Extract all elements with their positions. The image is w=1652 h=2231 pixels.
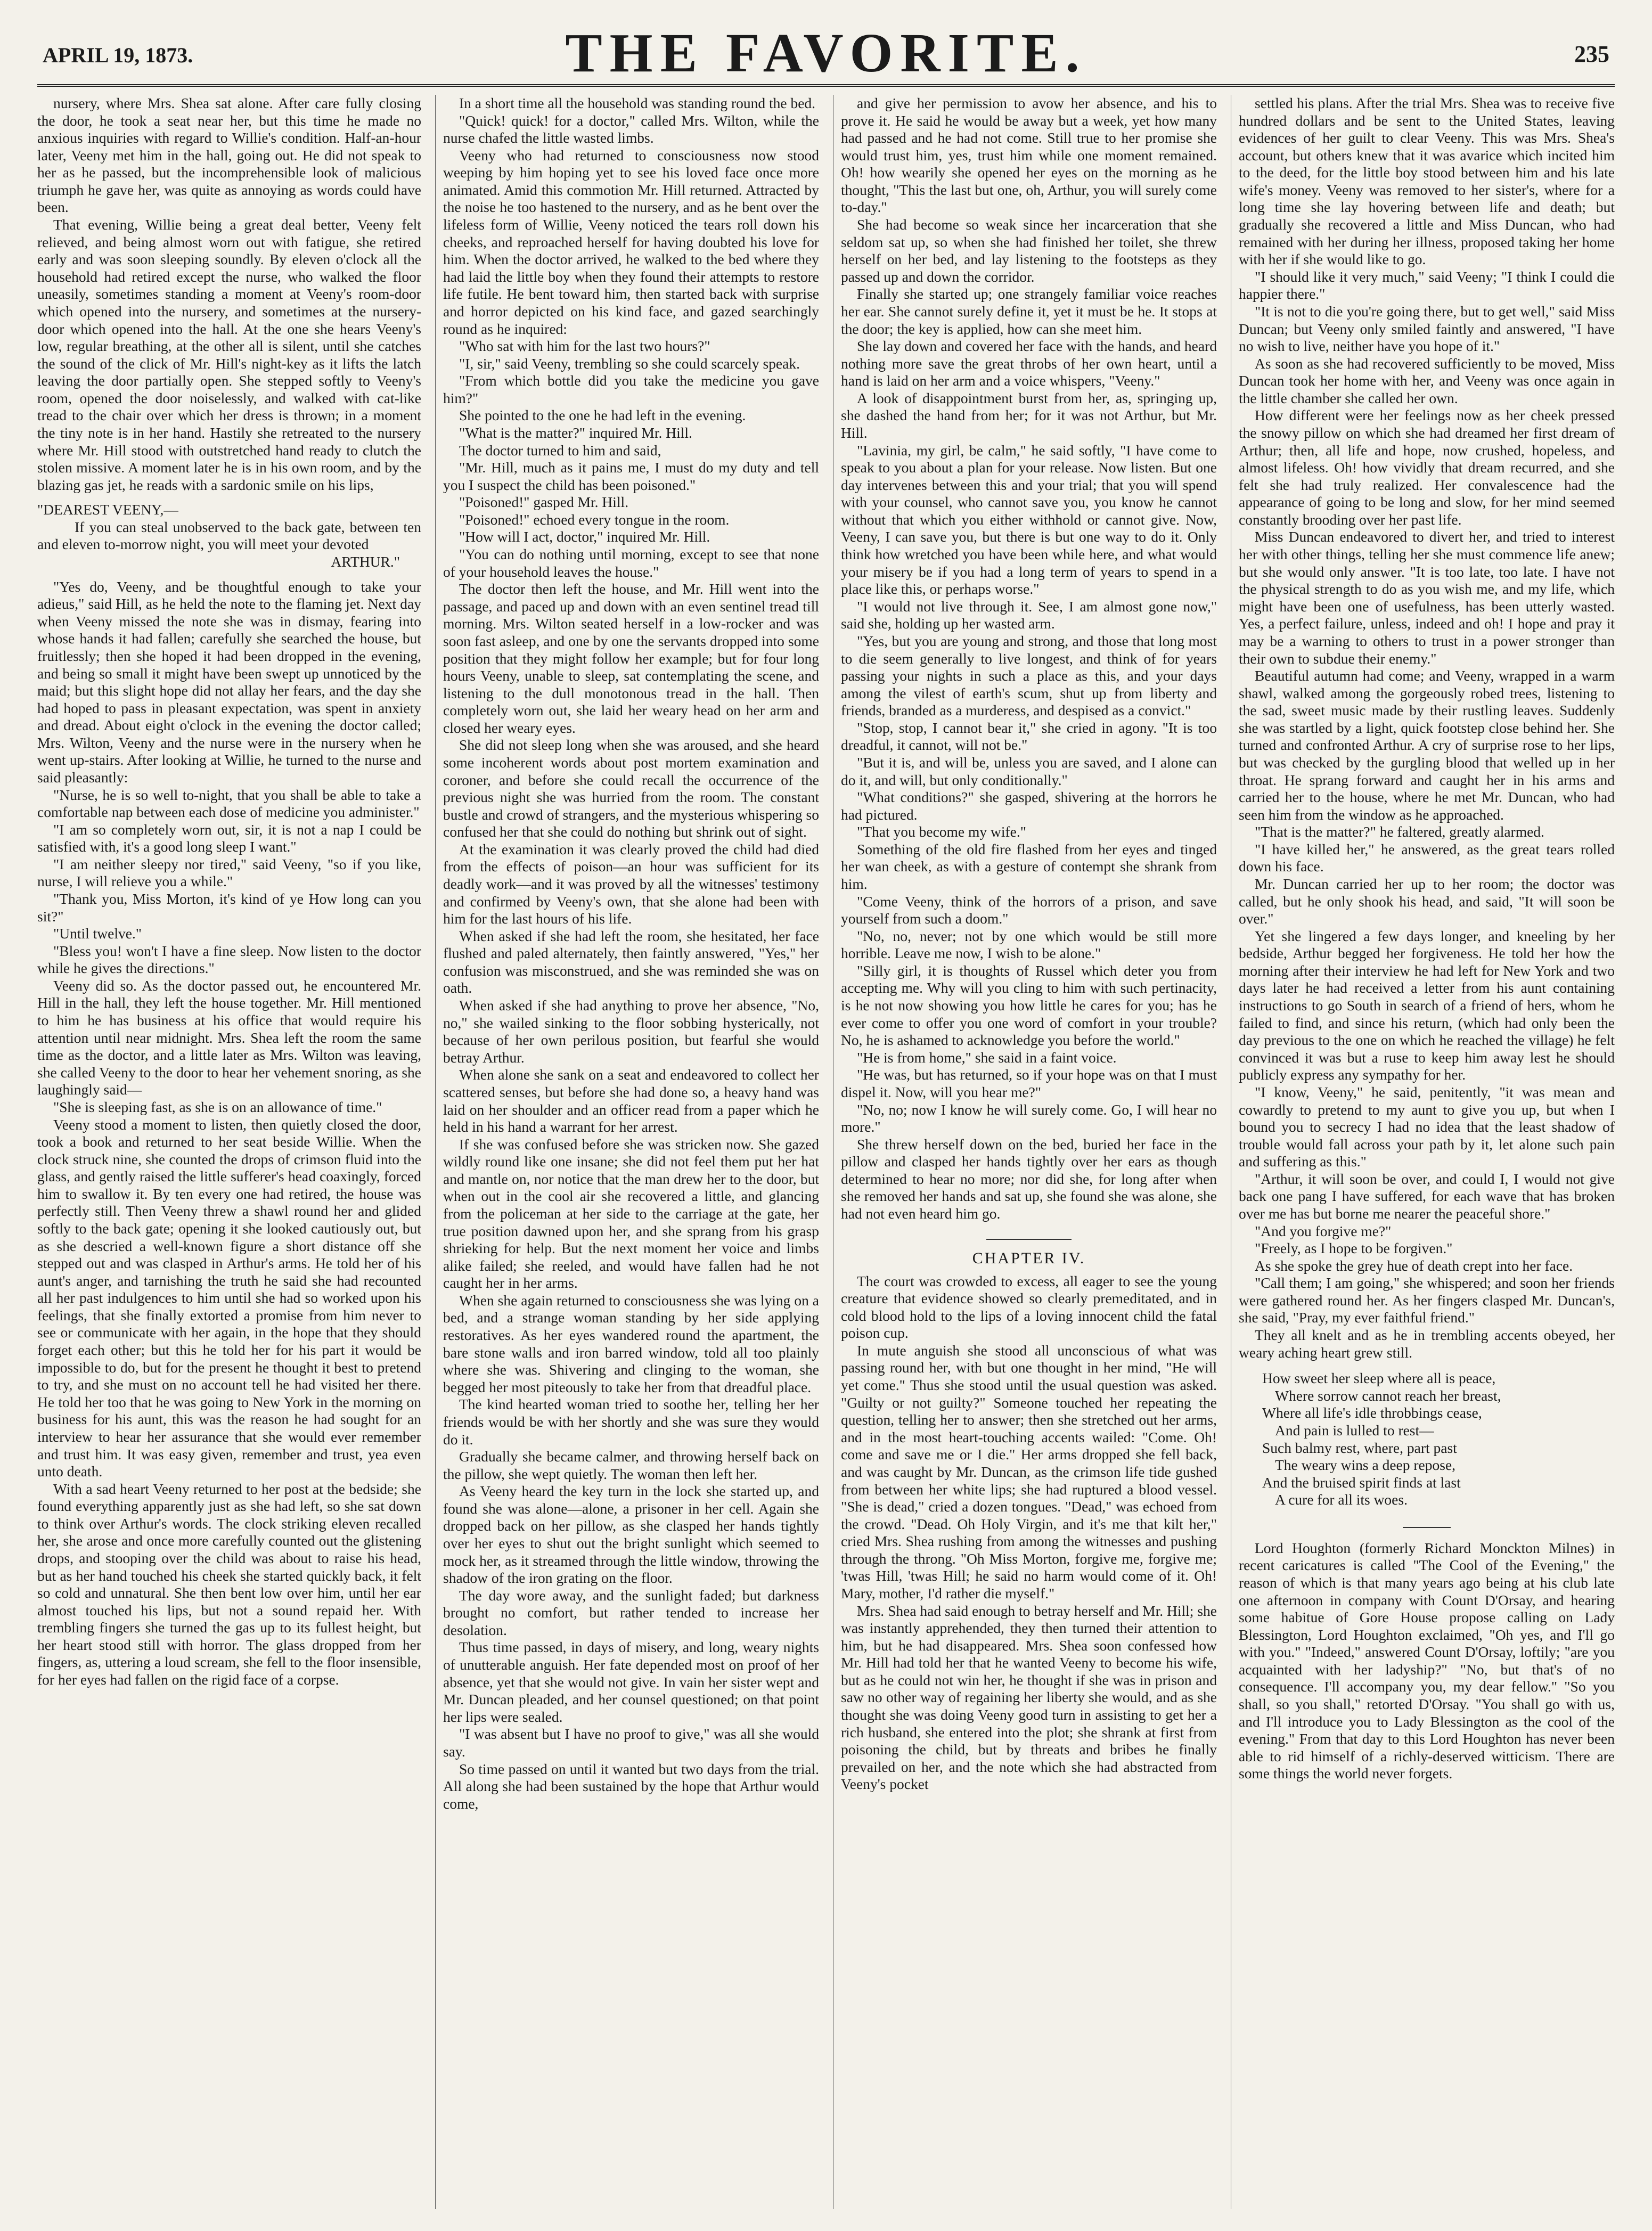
paragraph: When she again returned to consciousness she was lying on a bed, and a strange woman standing by her side applying restoratives. As her eyes wandered round the apartment, the bare stone walls and iron barred window, told all too plainly where she was. Shivering and clinging to the woman, she begged her most piteously to take her from that dreadful place. [443,1292,819,1395]
paragraph: "What is the matter?" inquired Mr. Hill. [459,424,692,441]
paragraph: "Bless you! won't I have a fine sleep. Now listen to the doctor while he gives the directions." [37,942,421,977]
paragraph: Thus time passed, in days of misery, and long, weary nights of unutterable anguish. Her fate depended most on proof of her absence, yet that she would not give. In vain her sister wept and Mr. Duncan pleaded, and her counsel questioned; on that point her lips were sealed. [443,1639,819,1725]
paragraph: She lay down and covered her face with the hands, and heard nothing more save the great throbs of her own heart, until a hand is laid on her arm and a voice whispers, "Veeny." [841,338,1217,389]
column-4-paragraphs [1239,95,1615,1361]
paragraph: Yet she lingered a few days longer, and kneeling by her bedside, Arthur begged her forgiveness. He told her how the morning after their interview he had left for New York and two days later he had received a letter from his aunt containing instructions to go South in search of a friend of hers, whom he failed to find, and since his return, (which had only been the day previous to the one on which he reached the village) he felt convinced it was but a ruse to keep him away lest he should publicly express any sympathy for her. [1239,927,1615,1083]
column-3 [833,95,1217,2209]
column-4 [1231,95,1615,2209]
letter [37,501,421,570]
poem-line: Where all life's idle throbbings cease, [1262,1404,1482,1421]
paragraph: As soon as she had recovered sufficiently to be moved, Miss Duncan took her home with her, and Veeny was once again in the little chamber she called her own. [1239,355,1615,406]
paragraph: Finally she started up; one strangely familiar voice reaches her ear. She cannot surely define it, yet it must be he. It stops at the door; the key is applied, how can she meet him. [841,285,1217,337]
paragraph: "Come Veeny, think of the horrors of a prison, and save yourself from such a doom." [841,893,1217,927]
paragraph: She had become so weak since her incarceration that she seldom sat up, so when she had finished her toilet, she threw herself on her bed, and lay listening to the footsteps as they passed up and down the corridor. [841,216,1217,285]
column-3-paragraphs [841,95,1217,1223]
paragraph: With a sad heart Veeny returned to her post at the bedside; she found everything apparently just as she had left, so she sat down to think over Arthur's words. The clock striking eleven recalled her, she arose and once more carefully counted out the glistening drops, and stooping over the child was about to raise his head, but as her hand touched his cheek she started quickly back, it felt so cold and unnatural. She then bent low over him, until her ear almost touched his lips, but not a sound repaid her. With trembling fingers she turned the gas up to its fullest height, but her heart stood still with horror. The glass dropped from her fingers, as, uttering a loud scream, she fell to the floor insensible, for her eyes had fallen on the rigid face of a corpse. [37,1480,421,1688]
closing-poem [1262,1370,1615,1509]
paragraph: "You can do nothing until morning, except to see that none of your household leaves the house." [443,546,819,580]
paragraph: She did not sleep long when she was aroused, and she heard some incoherent words about post mortem examination and coroner, and before she could recall the occurrence of the previous night she was hurried from the room. The constant bustle and crowd of strangers, and the mysterious whispering so confused her that she could do nothing but shrink out of sight. [443,737,819,840]
paragraph: and give her permission to avow her absence, and his to prove it. He said he would be away but a week, yet how many had passed and he had not come. Still true to her promise she would trust him, yes, trust him while one moment remained. Oh! how wearily she opened her eyes on the morning as he thought, "This the last but one, oh, Arthur, you will surely come to-day." [841,95,1217,216]
paragraph: "I would not live through it. See, I am almost gone now," said she, holding up her wasted arm. [841,598,1217,632]
paragraph: At the examination it was clearly proved the child had died from the effects of poison—an hour was sufficient for its deadly work—and it was proved by all the witnesses' testimony and confirmed by Veeny's own, that she alone had been with him for the last hours of his life. [443,840,819,927]
paragraph: She threw herself down on the bed, buried her face in the pillow and clasped her hands tightly over her ears as though determined to hear no more; nor did she, for long after when she removed her hands and sat up, she found she was alone, she had not even heard him go. [841,1135,1217,1222]
paragraph: The doctor turned to him and said, [459,442,661,459]
paragraph: "That you become my wife." [857,823,1026,840]
anecdote-paragraphs [1239,1540,1615,1783]
paragraph: She pointed to the one he had left in the evening. [459,407,746,424]
poem-line: Such balmy rest, where, part past [1262,1439,1457,1456]
paragraph: When asked if she had anything to prove her absence, "No, no," she wailed sinking to the floor sobbing hysterically, not because of her own perilous position, but fearful she would betray Arthur. [443,997,819,1066]
paragraph: "Yes, but you are young and strong, and those that long most to die seem generally to live longest, and think of for years passing your nights in such a place as this, and your days among the vilest of earth's scum, shut up from liberty and friends, branded as a murderess, and despised as a convict." [841,632,1217,719]
paragraph: "How will I act, doctor," inquired Mr. Hill. [459,528,710,545]
article-columns [37,95,1615,2209]
column-3-chapter-paragraphs [841,1273,1217,1793]
newspaper-title: THE FAVORITE. [565,22,1087,84]
paragraph: "From which bottle did you take the medicine you gave him?" [443,372,819,406]
paragraph: Mr. Duncan carried her up to her room; the doctor was called, but he only shook his head, and said, "It will soon be over." [1239,876,1615,927]
paragraph: How different were her feelings now as her cheek pressed the snowy pillow on which she had dreamed her first dream of Arthur; then, all life and hope, now crushed, hopeless, and almost lifeless. Oh! how vividly that dream recurred, and she felt she had truly realized. Her convalescence had the appearance of going to be long and slow, for her mind seemed constantly brooding over her past life. [1239,407,1615,528]
poem-line: A cure for all its woes. [1275,1491,1408,1508]
paragraph: Veeny stood a moment to listen, then quietly closed the door, took a book and returned to her seat beside Willie. When the clock struck nine, she counted the drops of crimson fluid into the glass, and gently raised the little sufferer's head coaxingly, forced him to swallow it. By ten every one had retired, the house was perfectly still. Then Veeny threw a shawl round her and glided softly to the back gate; opening it she looked cautiously out, but as she descried a well-known figure a short distance off she stepped out and was clasped in Arthur's arms. He told her of his aunt's anger, and tarnishing the truth he said she had recounted all her past indulgences to him until she had so worked upon his feelings, that she finally extorted a promise from him never to see or communicate with her again, in the hope that they should forget each other; but this he told her for his part it would be impossible to do, but for the present he thought it best to pretend to try, and she must on no account tell he had visited her there. He told her too that he was going to New York in the morning on business for his aunt, this was the reason he had sought for an interview to hear her assurance that she would ever remember and trust him. It was easy given, remember and trust, yea even unto death. [37,1116,421,1480]
paragraph: "What conditions?" she gasped, shivering at the horrors he had pictured. [841,789,1217,823]
paragraph: "Call them; I am going," she whispered; and soon her friends were gathered round her. As her fingers clasped Mr. Duncan's, she said, "Pray, my ever faithful friend." [1239,1274,1615,1326]
page-number: 235 [1574,41,1609,67]
paragraph: Veeny did so. As the doctor passed out, he encountered Mr. Hill in the hall, they left the house together. Mr. Hill mentioned to him he has business at his office that would require his attention until near midnight. Mrs. Shea left the room the same time as the doctor, and a little later as Mrs. Wilton was leaving, she called Veeny to the door to hear her vehement snoring, as she laughingly said— [37,977,421,1098]
paragraph: That evening, Willie being a great deal better, Veeny felt relieved, and being almost worn out with fatigue, she retired early and was soon sleeping soundly. By eleven o'clock all the household had retired except the nurse, who walked the floor uneasily, sometimes standing a moment at Veeny's room-door which opened into the nursery, and sometimes at the nursery-door which opened into the hall. At the one she hears Veeny's low, regular breathing, at the other all is silent, until she catches the sound of the click of Mr. Hill's night-key as it lifts the latch leaving the door partially open. She stepped softly to Veeny's room, opened the door noiselessly, and walked with cat-like tread to the chair over which her dress is thrown; in a moment the tiny note is in her hand. Hastily she retreated to the nursery where Mr. Hill stood with outstretched hand ready to clutch the stolen missive. A moment later he is in his own room, and by the blazing gas jet, he reads with a sardonic smile on his lips, [37,216,421,493]
paragraph: Something of the old fire flashed from her eyes and tinged her wan cheek, as with a gesture of contempt she shrank from him. [841,840,1217,893]
poem-line: And pain is lulled to rest— [1275,1421,1434,1439]
issue-date: APRIL 19, 1873. [43,43,193,67]
paragraph: "It is not to die you're going there, but to get well," said Miss Duncan; but Veeny only smiled faintly and answered, "I have no wish to live, neither have you hope of it." [1239,303,1615,355]
paragraph: "Lavinia, my girl, be calm," he said softly, "I have come to speak to you about a plan for your release. Now listen. But one day intervenes between this and your trial; that you will spend with your counsel, who cannot save you, you know he cannot without that which you either withhold or cannot give. Now, Veeny, I can save you, but there is but one way to do it. Only think how wretched you have been while here, and what would your misery be if you had a long term of years to spend in a place like this, or perhaps worse." [841,442,1217,598]
paragraph: "Quick! quick! for a doctor," called Mrs. Wilton, while the nurse chafed the little wasted limbs. [443,112,819,146]
paragraph: When asked if she had left the room, she hesitated, her face flushed and paled alternately, then faintly answered, "Yes," her confusion was misconstrued, and she was reminded she was on oath. [443,927,819,996]
paragraph: "He is from home," she said in a faint voice. [857,1049,1117,1066]
poem-line: The weary wins a deep repose, [1275,1457,1456,1474]
chapter-heading: CHAPTER IV. [972,1249,1086,1267]
column-1-paragraphs [37,95,421,494]
paragraph: "Stop, stop, I cannot bear it," she cried in agony. "It is too dreadful, it cannot, will not be." [841,719,1217,754]
letter-body: If you can steal unobserved to the back gate, between ten and eleven to-morrow night, you will meet your devoted [37,518,421,553]
paragraph: "Arthur, it will soon be over, and could I, I would not give back one pang I have suffered, for each wave that has broken over me has but borne me nearer the peaceful shore." [1239,1170,1615,1222]
paragraph: "Nurse, he is so well to-night, that you shall be able to take a comfortable nap between each dose of medicine you administer." [37,786,421,821]
paragraph: If she was confused before she was stricken now. She gazed wildly round like one insane; she did not feel them put her hat and mantle on, nor notice that the man drew her to the door, but when out in the cool air she recovered a little, and glancing from the policeman at her side to the carriage at the gate, her true position dawned upon her, and she sprang from his grasp shrieking for help. But the next moment her voice and limbs alike failed; she reeled, and would have fallen had he not caught her in her arms. [443,1135,819,1292]
column-2-paragraphs [443,95,819,1812]
paragraph: "Poisoned!" gasped Mr. Hill. [459,494,629,511]
paragraph: As she spoke the grey hue of death crept into her face. [1255,1257,1573,1274]
poem-line: Where sorrow cannot reach her breast, [1275,1387,1501,1404]
paragraph: "I should like it very much," said Veeny; "I think I could die happier there." [1239,268,1615,303]
column-2 [435,95,819,2209]
paragraph: "I have killed her," he answered, as the great tears rolled down his face. [1239,840,1615,875]
paragraph: "And you forgive me?" [1255,1222,1392,1239]
poem-line: And the bruised spirit finds at last [1262,1474,1461,1491]
paragraph: "Poisoned!" echoed every tongue in the room. [459,511,730,528]
paragraph: So time passed on until it wanted but two days from the trial. All along she had been sustained by the hope that Arthur would come, [443,1760,819,1812]
paragraph: Mrs. Shea had said enough to betray herself and Mr. Hill; she was instantly apprehended, they then turned their attention to him, but he had disappeared. Mrs. Shea soon confessed how Mr. Hill had told her that he wanted Veeny to become his wife, but as he could not win her, he thought if she was in prison and saw no other way of regaining her liberty she would, and as she thought she was doing Veeny good turn in assisting to get her a rich husband, she entered into the plot; she shrank at first from poisoning the child, but by threats and bribes he finally prevailed on her, and the note which she had abstracted from Veeny's pocket [841,1602,1217,1793]
paragraph: "Thank you, Miss Morton, it's kind of ye How long can you sit?" [37,890,421,925]
paragraph: When alone she sank on a seat and endeavored to collect her scattered senses, but before she had done so, a heavy hand was laid on her shoulder and an officer read from a paper which he held in his hand a warrant for her arrest. [443,1066,819,1135]
paragraph: Lord Houghton (formerly Richard Monckton Milnes) in recent caricatures is called "The Cool of the Evening," the reason of which is that many years ago being at his club late one afternoon in company with Count D'Orsay, and hearing some habitue of Gore House propose calling on Lady Blessington, Lord Houghton exclaimed, "Oh yes, and I'll go with you." "Indeed," answered Count D'Orsay, loftily; "are you acquainted with her ladyship?" "No, but that's of no consequence. I'll accompany you, my dear fellow." "So you shall, so you shall," retorted D'Orsay. "You shall go with us, and I'll introduce you to Lady Blessington as the cool of the evening." From that day to this Lord Houghton has never been able to rid himself of a richly-deserved witticism. There are some things the world never forgets. [1239,1539,1615,1782]
paragraph: A look of disappointment burst from her, as, springing up, she dashed the hand from her; for it was not Arthur, but Mr. Hill. [841,389,1217,441]
paragraph: Miss Duncan endeavored to divert her, and tried to interest her with other things, telling her she must commence life anew; but she would only answer. "It is too late, too late. I have not the physical strength to do as you wish me, and my life, which might have been one of usefulness, has been utterly wasted. Yes, a perfect failure, unless, indeed and oh! I hope and pray it may be a warning to others to trust in a power stronger than their own to subdue their enemy." [1239,528,1615,667]
paragraph: "Freely, as I hope to be forgiven." [1255,1240,1453,1257]
paragraph: "Silly girl, it is thoughts of Russel which deter you from accepting me. Why will you cling to him with such pertinacity, is he not now showing you how little he cares for you; has he ever come to offer you one word of comfort in your trouble? No, he is ashamed to acknowledge you before the world." [841,962,1217,1049]
paragraph: The day wore away, and the sunlight faded; but darkness brought no comfort, but rather tended to increase her desolation. [443,1587,819,1638]
poem-line: How sweet her sleep where all is peace, [1262,1370,1496,1387]
paragraph: settled his plans. After the trial Mrs. Shea was to receive five hundred dollars and be sent to the United States, leaving evidences of her guilt to clear Veeny. This was Mrs. Shea's account, but others knew that it was avarice which incited him to the deed, for the little boy stood between him and his late wife's money. Veeny was removed to her sister's, where for a long time she lay hovering between life and death; but gradually she recovered a little and Miss Duncan, who had remained with her during her illness, proposed taking her home with her if she would like to go. [1239,95,1615,268]
article-separator [1403,1527,1451,1528]
paragraph: Gradually she became calmer, and throwing herself back on the pillow, she wept quietly. The woman then left her. [443,1448,819,1482]
paragraph: The court was crowded to excess, all eager to see the young creature that evidence showed so clearly premeditated, and in cold blood hold to the lips of a loving innocent child the fatal poison cup. [841,1272,1217,1342]
column-1-continued [37,578,421,1689]
paragraph: "I, sir," said Veeny, trembling so she could scarcely speak. [459,355,800,372]
paragraph: In mute anguish she stood all unconscious of what was passing round her, with but one thought in her mind, "He will yet come." Thus she stood until the usual question was asked. "Guilty or not guilty?" Someone touched her repeating the question, telling her to answer; then she stretched out her arms, and in the most heart-touching accents wailed: "Come. Oh! come and save me or I die." Her arms dropped she fell back, and was caught by Mr. Duncan, as the crimson life tide gushed from between her white lips; she had ruptured a blood vessel. "She is dead," cried a dozen tongues. "Dead," was echoed from the crowd. "Dead. Oh Holy Virgin, and it's me that kilt her," cried Mrs. Shea rushing from among the witnesses and pushing through the throng. "Oh Miss Morton, forgive me, forgive me; 'twas Hill, 'twas Hill; he said no harm would come of it. Oh! Mary, mother, I'd rather die myself." [841,1342,1217,1601]
paragraph: The kind hearted woman tried to soothe her, telling her her friends would be with her shortly and she was sure they would do it. [443,1396,819,1448]
paragraph: "Who sat with him for the last two hours?" [459,338,710,355]
paragraph: "I am so completely worn out, sir, it is not a nap I could be satisfied with, it's a good long sleep I want." [37,821,421,855]
masthead [37,10,1615,87]
paragraph: Veeny who had returned to consciousness now stood weeping by him hoping yet to see his loved face once more animated. Amid this commotion Mr. Hill returned. Attracted by the noise he too hastened to the nursery, and as he bent over the lifeless form of Willie, Veeny noticed the tears roll down his cheeks, and reproached herself for having doubted his love for him. When the doctor arrived, he walked to the bed where they had laid the little boy when they found their attempts to restore life futile. He bent toward him, then started back with surprise and horror depicted on his kind face, and gazed searchingly round as he inquired: [443,146,819,337]
paragraph: "That is the matter?" he faltered, greatly alarmed. [1255,823,1544,840]
paragraph: "Until twelve." [53,925,142,942]
paragraph: They all knelt and as he in trembling accents obeyed, her weary aching heart grew still. [1239,1327,1615,1361]
paragraph: "No, no, never; not by one which would be still more horrible. Leave me now, I wish to be alone." [841,927,1217,962]
paragraph: "She is sleeping fast, as she is on an allowance of time." [53,1098,382,1115]
paragraph: "I know, Veeny," he said, penitently, "it was mean and cowardly to pretend to my aunt to give you up, but when I bound you to secrecy I had no idea that the least shadow of trouble would fall across your path by it, let alone such pain and suffering as this." [1239,1083,1615,1170]
paragraph: "No, no; now I know he will surely come. Go, I will hear no more." [841,1101,1217,1135]
paragraph: "I am neither sleepy nor tired," said Veeny, "so if you like, nurse, I will relieve you a while." [37,855,421,890]
paragraph: "I was absent but I have no proof to give," was all she would say. [443,1726,819,1760]
paragraph: In a short time all the household was standing round the bed. [459,95,816,111]
paragraph: The doctor then left the house, and Mr. Hill went into the passage, and paced up and down with an even sentinel tread till morning. Mrs. Wilton seated herself in a low-rocker and was soon fast asleep, and one by one the servants dropped into some position that they might follow her example; but for four long hours Veeny, unable to sleep, sat contemplating the scene, and listening to the dull monotonous tread in the hall. Then completely worn out, she laid her weary head on her arm and closed her weary eyes. [443,581,819,736]
paragraph: "But it is, and will be, unless you are saved, and I alone can do it, and will, but only conditionally." [841,754,1217,788]
paragraph: "He was, but has returned, so if your hope was on that I must dispel it. Now, will you hear me?" [841,1066,1217,1100]
paragraph: As Veeny heard the key turn in the lock she started up, and found she was alone—alone, a prisoner in her cell. Again she dropped back on her pillow, as she clasped her hands tightly over her eyes to shut out the bright sunlight which seemed to mock her, as it streamed through the little window, throwing the shadow of the iron grating on the floor. [443,1483,819,1587]
letter-signature: ARTHUR." [331,553,400,570]
column-1 [37,95,421,2209]
paragraph: Beautiful autumn had come; and Veeny, wrapped in a warm shawl, walked among the gorgeously robed trees, listening to the sad, sweet music made by their rustling leaves. Suddenly she was startled by a light, quick footstep close behind her. She turned and confronted Arthur. A cry of surprise rose to her lips, but was checked by the gurgling blood that welled up in her throat. He sprang forward and caught her in his arms and carried her to the house, where he met Mr. Duncan, who had seen him from the window as he approached. [1239,667,1615,823]
paragraph: nursery, where Mrs. Shea sat alone. After care fully closing the door, he took a seat near her, but this time he made no anxious inquiries with regard to Willie's condition. Half-an-hour later, Veeny met him in the hall, going out. He did not speak to her as he passed, but the incomprehensible look of malicious triumph he gave her, was quite as annoying as words could have been. [37,95,421,216]
paragraph: "Yes do, Veeny, and be thoughtful enough to take your adieus," said Hill, as he held the note to the flaming jet. Next day when Veeny missed the note she was in dismay, fearing into whose hands it had fallen; carefully she searched the house, but fruitlessly; then she hoped it had been dropped in the evening, and being so small it might have been swept up unnoticed by the maid; but this slight hope did not allay her fears, and the day she had hoped to pass in pleasant expectation, was spent in anxiety and dread. About eight o'clock in the evening the doctor called; Mrs. Wilton, Veeny and the nurse were in the nursery when he went up-stairs. After looking at Willie, he turned to the nurse and said pleasantly: [37,578,421,786]
letter-salutation: "DEAREST VEENY,— [37,501,178,518]
section-divider [986,1239,1072,1240]
paragraph: "Mr. Hill, much as it pains me, I must do my duty and tell you I suspect the child has been poisoned." [443,459,819,493]
